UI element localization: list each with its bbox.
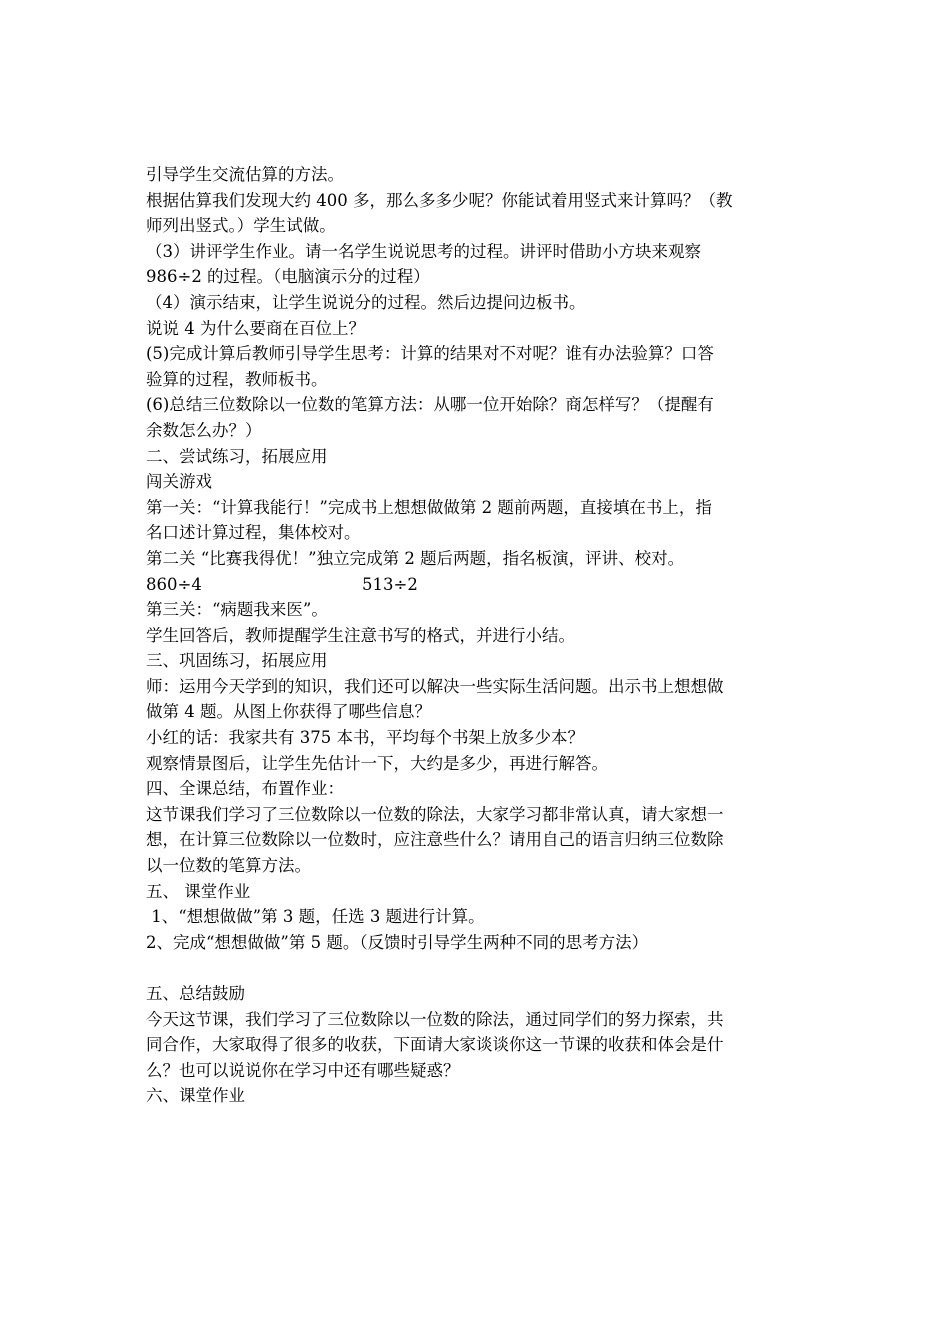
text-line: 986÷2 的过程。（电脑演示分的过程） <box>146 267 430 287</box>
text-line: 第一关：“计算我能行！”完成书上想想做做第 2 题前两题，直接填在书上，指 <box>146 497 712 517</box>
text-line: 做第 4 题。从图上你获得了哪些信息？ <box>146 702 431 722</box>
text-line: 第三关：“病题我来医”。 <box>146 600 328 620</box>
text-line: （3）讲评学生作业。请一名学生说说思考的过程。讲评时借助小方块来观察 <box>146 241 701 261</box>
blank-line <box>146 955 806 981</box>
expression-left: 860÷4 <box>146 574 202 594</box>
text-line: 师列出竖式。）学生试做。 <box>146 216 336 236</box>
text-line: 学生回答后，教师提醒学生注意书写的格式，并进行小结。 <box>146 625 575 645</box>
text-line: 1、“想想做做”第 3 题，任选 3 题进行计算。 <box>146 907 485 927</box>
text-line: 师：运用今天学到的知识，我们还可以解决一些实际生活问题。出示书上想想做 <box>146 676 724 696</box>
section-heading: 五、 课堂作业 <box>146 881 251 901</box>
expression-row <box>146 572 806 598</box>
text-line: 观察情景图后，让学生先估计一下，大约是多少，再进行解答。 <box>146 753 608 773</box>
text-line: 验算的过程，教师板书。 <box>146 369 328 389</box>
section-heading: 三、巩固练习，拓展应用 <box>146 651 328 671</box>
expression-right: 513÷2 <box>362 574 418 594</box>
text-line: 小红的话：我家共有 375 本书，平均每个书架上放多少本？ <box>146 728 584 748</box>
text-line: 名口述计算过程，集体校对。 <box>146 523 361 543</box>
text-line: （4）演示结束，让学生说说分的过程。然后边提问边板书。 <box>146 292 586 312</box>
text-line: 同合作，大家取得了很多的收获，下面请大家谈谈你这一节课的收获和体会是什 <box>146 1035 724 1055</box>
section-heading: 六、课堂作业 <box>146 1086 245 1106</box>
text-line: 说说 4 为什么要商在百位上？ <box>146 318 365 338</box>
document-page <box>146 162 806 1109</box>
text-line: 第二关 “比赛我得优！”独立完成第 2 题后两题，指名板演，评讲、校对。 <box>146 548 685 568</box>
section-heading: 五、总结鼓励 <box>146 984 245 1003</box>
text-line: 想，在计算三位数除以一位数时，应注意些什么？请用自己的语言归纳三位数除 <box>146 830 724 850</box>
text-line: 么？也可以说说你在学习中还有哪些疑惑？ <box>146 1060 460 1080</box>
text-line: 余数怎么办？） <box>146 420 262 440</box>
text-line: 这节课我们学习了三位数除以一位数的除法，大家学习都非常认真，请大家想一 <box>146 804 724 824</box>
text-line: 引导学生交流估算的方法。 <box>146 165 344 184</box>
section-heading: 四、全课总结，布置作业： <box>146 779 344 799</box>
text-line: 闯关游戏 <box>146 472 212 492</box>
text-line: 根据估算我们发现大约 400 多，那么多多少呢？你能试着用竖式来计算吗？（教 <box>146 190 733 210</box>
text-line: (6)总结三位数除以一位数的笔算方法：从哪一位开始除？商怎样写？（提醒有 <box>146 395 714 415</box>
text-line: 今天这节课，我们学习了三位数除以一位数的除法，通过同学们的努力探索，共 <box>146 1009 724 1029</box>
text-line: 以一位数的笔算方法。 <box>146 856 311 876</box>
text-line: (5)完成计算后教师引导学生思考：计算的结果对不对呢？谁有办法验算？口答 <box>146 344 714 364</box>
text-line: 2、完成“想想做做”第 5 题。（反馈时引导学生两种不同的思考方法） <box>146 932 649 952</box>
section-heading: 二、尝试练习，拓展应用 <box>146 446 328 466</box>
